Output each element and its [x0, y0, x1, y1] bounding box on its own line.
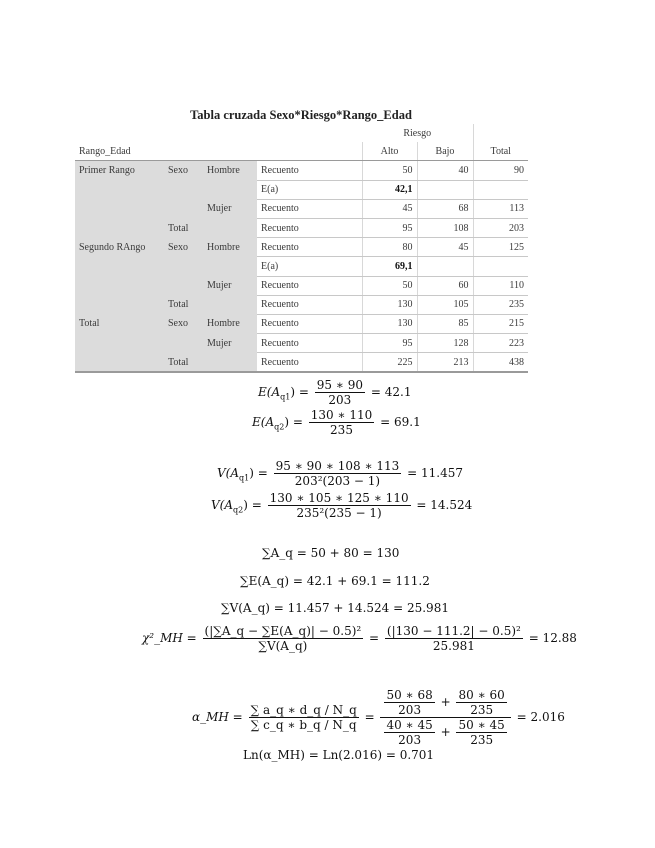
- group-label: Primer Rango: [75, 161, 164, 180]
- e2-num: 130 ∗ 110: [310, 408, 373, 422]
- sexo-label: Sexo: [164, 314, 203, 333]
- e1-sub: q1: [280, 392, 291, 402]
- e2-den: 235: [330, 423, 353, 437]
- e1-res: = 42.1: [370, 385, 412, 399]
- alto-value: 50: [362, 276, 417, 295]
- sex-value: Mujer: [203, 276, 257, 295]
- total-value: 215: [473, 314, 528, 333]
- alto-value: 95: [362, 218, 417, 237]
- formula-v2: $V(A_{q2})$ = $\frac{130 ∗ 105 ∗ 125 ∗ 110}{\text{235²(235 − 1)}}$ = 14.524: [211, 491, 473, 520]
- bajo-value: 128: [417, 334, 473, 353]
- alpha-d1-den: 203: [398, 733, 422, 747]
- sex-value: Hombre: [203, 238, 257, 257]
- v2-sub: q2: [233, 505, 244, 515]
- alpha-n2-den: 235: [470, 703, 494, 717]
- bajo-value: 45: [417, 238, 473, 257]
- total-value: 90: [473, 161, 528, 180]
- v1-sub: q1: [239, 473, 250, 483]
- bajo-value: 213: [417, 353, 473, 373]
- sexo-label: Total: [164, 295, 203, 314]
- measure-label: Recuento: [257, 314, 362, 333]
- group-label: Total: [75, 314, 164, 333]
- chi-lhs: χ²_MH =: [142, 631, 197, 645]
- alpha-den-sym: ∑ c_q ∗ b_q / N_q: [250, 718, 357, 732]
- alto-value: 130: [362, 295, 417, 314]
- bajo-value: 85: [417, 314, 473, 333]
- alto-value: 69,1: [362, 257, 417, 276]
- v2-den: 235²(235 − 1): [296, 506, 382, 520]
- alpha-num-sym: ∑ a_q ∗ d_q / N_q: [250, 703, 357, 717]
- sum-aq: ∑A_q = 50 + 80 = 130: [262, 546, 400, 560]
- formula-v1: $V(A_{q1})$ = $\frac{95 ∗ 90 ∗ 108 ∗ 113}{\text{203²(203 − 1)}}$ = 11.457: [217, 459, 463, 488]
- bajo-value: 40: [417, 161, 473, 180]
- measure-label: Recuento: [257, 161, 362, 180]
- total-value: 235: [473, 295, 528, 314]
- e1-lhs: E(A: [258, 385, 281, 399]
- bajo-value: 108: [417, 218, 473, 237]
- chi-res: = 12.88: [528, 631, 577, 645]
- chi-den2: 25.981: [432, 639, 475, 653]
- alpha-d2-num: 50 ∗ 45: [458, 718, 505, 732]
- riesgo-header: Riesgo: [403, 127, 432, 139]
- total-value: 113: [473, 199, 528, 218]
- measure-label: E(a): [257, 257, 362, 276]
- measure-label: Recuento: [257, 199, 362, 218]
- e2-lhs: E(A: [252, 415, 275, 429]
- v1-den: 203²(203 − 1): [294, 474, 381, 488]
- sex-value: Mujer: [203, 334, 257, 353]
- v1-lhs: V(A: [217, 466, 240, 480]
- table-title: Tabla cruzada Sexo*Riesgo*Rango_Edad: [190, 108, 412, 122]
- formula-chi: χ²_MH = $\frac{\text{(|∑A\_q − ∑E(A\_q)| − 0.5)²}}{\sum V(A\_q)}$ = $\frac{\text{(|130 − 111.2| − 0.5)²}}{25.981}$ = 12.88: [142, 624, 577, 653]
- formula-ln: Ln(α_MH) = Ln(2.016) = 0.701: [243, 748, 435, 762]
- alto-value: 225: [362, 353, 417, 373]
- v2-lhs: V(A: [211, 498, 234, 512]
- v1-num: 95 ∗ 90 ∗ 108 ∗ 113: [275, 459, 400, 473]
- total-value: 438: [473, 353, 528, 373]
- sexo-label: Total: [164, 353, 203, 373]
- formula-e2: $E(A_{q2})$ = $\frac{130 ∗ 110}{235}$ = 69.1: [252, 408, 421, 437]
- measure-label: Recuento: [257, 353, 362, 373]
- formula-e1: $E(A_{q1})$ = $\frac{95 ∗ 90}{203}$ = 42.1: [258, 378, 412, 407]
- bajo-value: 60: [417, 276, 473, 295]
- v2-num: 130 ∗ 105 ∗ 125 ∗ 110: [269, 491, 409, 505]
- total-value: 203: [473, 218, 528, 237]
- alpha-res: = 2.016: [516, 710, 565, 724]
- alto-value: 45: [362, 199, 417, 218]
- measure-label: Recuento: [257, 334, 362, 353]
- alpha-n1-den: 203: [398, 703, 422, 717]
- alto-value: 50: [362, 161, 417, 180]
- sexo-label: Total: [164, 218, 203, 237]
- rango-edad-header: Rango_Edad: [75, 142, 362, 161]
- sum-eaq: ∑E(A_q) = 42.1 + 69.1 = 111.2: [240, 574, 430, 588]
- alto-value: 130: [362, 314, 417, 333]
- measure-label: E(a): [257, 180, 362, 199]
- bajo-header: Bajo: [417, 142, 473, 161]
- total-value: 125: [473, 238, 528, 257]
- alto-value: 95: [362, 334, 417, 353]
- sex-value: Mujer: [203, 199, 257, 218]
- e1-den: 203: [328, 393, 352, 407]
- bajo-value: 105: [417, 295, 473, 314]
- e2-sub: q2: [274, 422, 285, 432]
- sexo-label: Sexo: [164, 238, 203, 257]
- v2-res: = 14.524: [416, 498, 473, 512]
- alto-value: 80: [362, 238, 417, 257]
- alto-header: Alto: [362, 142, 417, 161]
- measure-label: Recuento: [257, 295, 362, 314]
- sexo-label: Sexo: [164, 161, 203, 180]
- sex-value: Hombre: [203, 161, 257, 180]
- e1-num: 95 ∗ 90: [316, 378, 364, 392]
- chi-num1: (|∑A_q − ∑E(A_q)| − 0.5)²: [204, 624, 362, 638]
- formula-alpha: α_MH = $\frac{\sum a\_q ∗ d\_q / N\_q}{\sum c\_q ∗ b\_q / N\_q}$ = $\frac{50 ∗ 68}{203}$ + $\frac{80 ∗ 60}{235}$ $\frac{40 ∗ 45}{203}$ + $\frac{50 ∗ 45}{235}$ = 2.016: [192, 688, 565, 747]
- total-value: 110: [473, 276, 528, 295]
- chi-den1: ∑V(A_q): [258, 639, 308, 653]
- e2-res: = 69.1: [380, 415, 421, 429]
- alpha-n1-num: 50 ∗ 68: [386, 688, 433, 702]
- alpha-d1-num: 40 ∗ 45: [386, 718, 433, 732]
- sum-vaq: ∑V(A_q) = 11.457 + 14.524 = 25.981: [221, 601, 449, 615]
- alto-value: 42,1: [362, 180, 417, 199]
- group-label: Segundo RAngo: [75, 238, 164, 257]
- alpha-d2-den: 235: [470, 733, 494, 747]
- chi-num2: (|130 − 111.2| − 0.5)²: [386, 624, 521, 638]
- bajo-value: 68: [417, 199, 473, 218]
- total-value: 223: [473, 334, 528, 353]
- measure-label: Recuento: [257, 238, 362, 257]
- total-header: Total: [473, 142, 528, 161]
- sex-value: Hombre: [203, 314, 257, 333]
- alpha-lhs: α_MH =: [192, 710, 243, 724]
- measure-label: Recuento: [257, 276, 362, 295]
- v1-res: = 11.457: [407, 466, 463, 480]
- measure-label: Recuento: [257, 218, 362, 237]
- alpha-n2-num: 80 ∗ 60: [458, 688, 505, 702]
